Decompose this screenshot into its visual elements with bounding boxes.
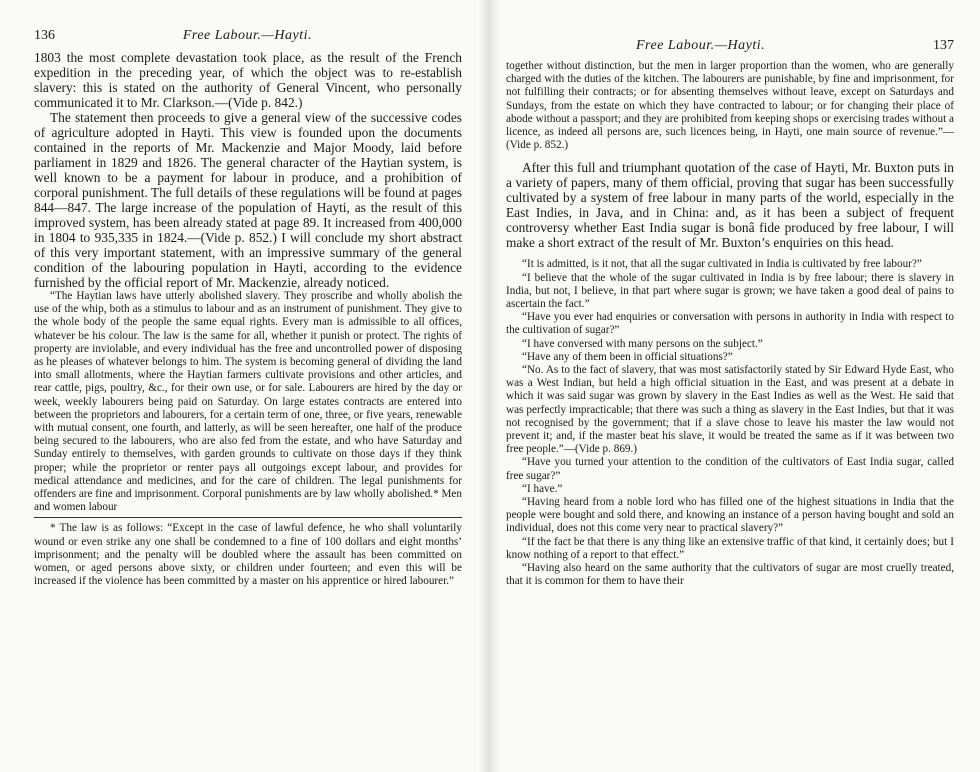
dialogue-line: “I have conversed with many persons on the subject.” [522,337,763,350]
paragraph-buxton: After this full and triumphant quotation of the case of Hayti, Mr. Buxton puts in a variety of papers, many of them official, proving that sugar has been successfully cultivated by a system of free labour in many parts of the world, especially in the East Indies, in Java, and in China: and, as it has been a subject of frequent controversy whether East India sugar is bonâ fide produced by free labour, I will make a short extract of the result of Mr. Buxton’s enquiries on this head. [506,160,954,251]
dialogue-line: “Having also heard on the same authority that the cultivators of sugar are most cruelly treated, that it is common for them to have their [506,562,954,588]
running-head-title-left: Free Labour.—Hayti. [182,28,312,43]
footnote-rule [34,517,462,518]
paragraph-statement: The statement then proceeds to give a general view of the successive codes of agriculture adopted in Hayti. This view is founded upon the documents contained in the reports of Mr. Mackenzie and Major Moody, laid before parliament in 1829 and 1826. The general character of the Haytian system, is well known to be a payment for labour in produce, and a prohibition of corporal punishment. The full details of these regulations will be found at pages 844—847. The large increase of the population of Hayti, as the result of this improved system, has been already stated at page 89. It increased from 400,000 in 1804 to 935,335 in 1824.—(Vide p. 852.) I will conclude my short abstract of this very important statement, with an impressive summary of the general condition of the labouring population in Hayti, according to the evidence furnished by the official report of Mr. Mackenzie, already noticed. [34,110,462,290]
left-page [0,0,486,772]
running-head-title-right: Free Labour.—Hayti. [636,38,766,53]
right-page [486,0,980,772]
dialogue-line: “It is admitted, is it not, that all the sugar cultivated in India is cultivated by free labour?” [522,258,922,271]
quote-continuation: together without distinction, but the men in larger proportion than the women, who are generally charged with the duties of the kitchen. The labourers are punishable, by fine and imprisonment, for not fulfilling their contracts; or for absenting themselves without leave, except on Saturdays and Sundays, from the estate on which they have contracted to labour; or for changing their place of abode without a passport; and they are prohibited from keeping shops or exercising trades without a licence, as indeed all persons are, such licences being, in Hayti, one main source of revenue.”—(Vide p. 852.) [506,60,954,152]
running-head-left [34,28,462,44]
paragraph-expedition: 1803 the most complete devastation took place, as the result of the French expedition in the preceding year, of which the object was to re-establish slavery: this is stated on the authority of General Vincent, who personally communicated it to Mr. Clarkson.—(Vide p. 842.) [34,50,462,110]
spacer [506,250,954,258]
dialogue-line: “Having heard from a noble lord who has filled one of the highest situations in India that the people were bought and sold there, and knowing an instance of a person having bought and sold an individual, does not this come very near to practical slavery?” [506,496,954,535]
page-number-left: 136 [34,28,55,43]
quote-haytian-laws: “The Haytian laws have utterly abolished slavery. They proscribe and wholly abolish the use of the whip, both as a stimulus to labour and as an instrument of punishment. They give to the whole body of the people the same equal rights. Every man is admissible to all offices, whatever be his colour. The law is the same for all, whether it punish or protect. The rights of property are inviolable, and every individual has the free and uncontrolled power of disposing as he pleases of whatever belongs to him. The system is becoming general of dividing the land into small allotments, where the Haytian farmers cultivate provisions and other articles, and rear cattle, pigs, poultry, &c., for their own use, or for sale. Labourers are hired by the day or week, weekly labourers being paid on Saturday. On large estates contracts are entered into between the proprietors and labourers, for a certain term of one, three, or five years, renewable with mutual consent, one fourth, and latterly, as will be seen hereafter, one half of the produce being secured to the labourers, who are also fed from the estate, and who have Saturday and Sunday entirely to themselves, with garden grounds to cultivate on those days if they think proper; while the proprietor or renter pays all outgoings except labour, and provides for medical attendance and medicines, and for the care of children. The legal punishments for offenders are fine and imprisonment. Corporal punishments are by law wholly abolished.* Men and women labour [34,290,462,514]
dialogue-line: “Have any of them been in official situations?” [522,350,733,363]
running-head-right [506,38,954,54]
dialogue-line: “I believe that the whole of the sugar cultivated in India is by free labour; there is slavery in India, but not, I believe, in that part where sugar is grown; we have taken a good deal of pains to ascertain the fact.” [506,271,954,311]
dialogue-line: “No. As to the fact of slavery, that was most satisfactorily stated by Sir Edward Hyde East, who was a West Indian, but held a high official situation in the East, and was present at a debate in which it was said sugar was grown by slavery in the East Indies as well as the West. He said that was perfectly impracticable; that there was such a thing as slavery in the East Indies, but that it was not recognised by the government; that if a slave chose to leave his master the law would not prevent it; and, if the master beat his slave, it would be treated the same as if it was between two free people.”—(Vide p. 869.) [506,364,954,456]
page-number-right: 137 [933,38,954,53]
footnote: * The law is as follows: “Except in the case of lawful defence, he who shall voluntarily wound or even strike any one shall be condemned to a fine of 100 dollars and eight months’ imprisonment; and the penalty will be doubled where the assault has been committed on women, or aged persons above sixty, or children under fourteen; and even this will be increased if the violence has been committed by a master on his apprentice or hired labourer.” [34,522,462,588]
spacer [506,152,954,160]
dialogue-line: “I have.” [522,482,563,495]
dialogue-line: “Have you ever had enquiries or conversation with persons in authority in India with respect to the cultivation of sugar?” [506,311,954,337]
dialogue-line: “If the fact be that there is any thing like an extensive traffic of that kind, it certainly does; but I know nothing of a report to that effect.” [506,535,954,561]
dialogue-line: “Have you turned your attention to the condition of the cultivators of East India sugar, called free sugar?” [506,456,954,482]
